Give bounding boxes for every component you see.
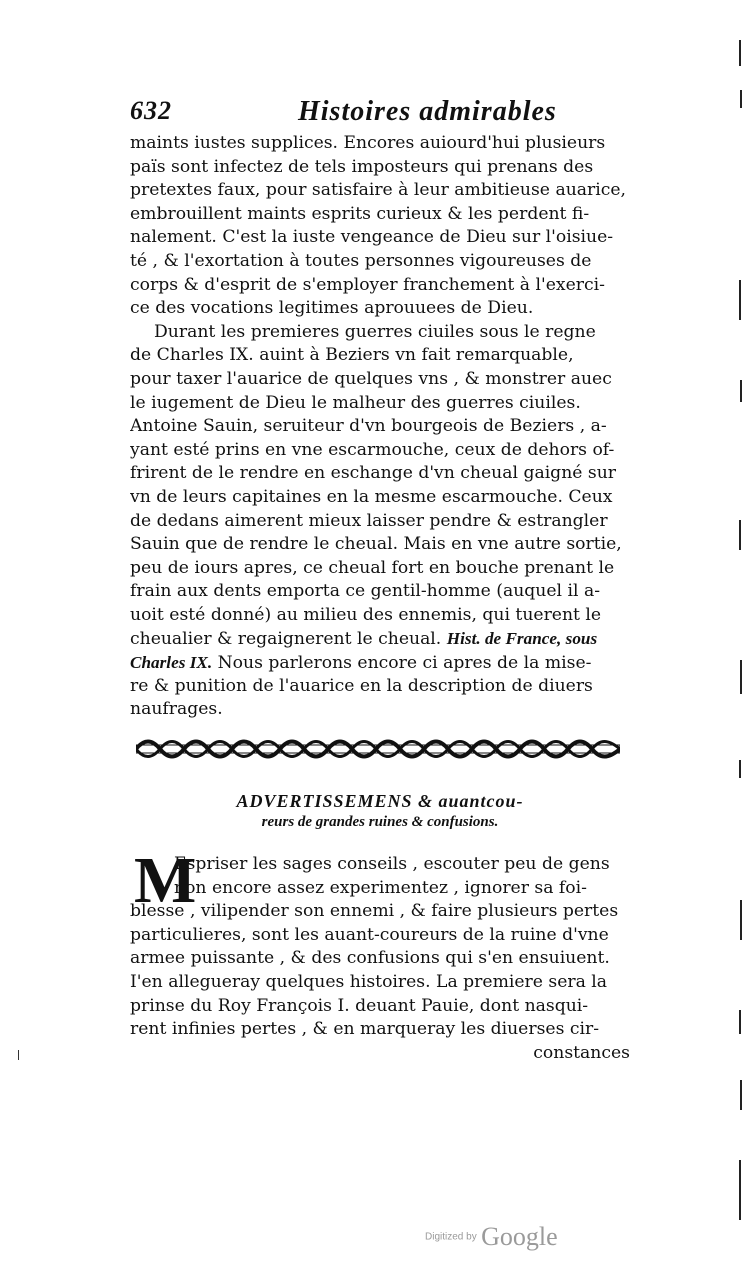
text-line: té , & l'exortation à toutes personnes vigoureuses de bbox=[130, 250, 592, 271]
citation: Hist. de France, sous bbox=[446, 629, 598, 649]
text-line: re & punition de l'auarice en la description de diuers bbox=[130, 675, 593, 696]
text-line: non encore assez experimentez , ignorer sa foi- bbox=[174, 877, 587, 898]
text-line: blesse , vilipender son ennemi , & faire plusieurs pertes bbox=[130, 901, 619, 922]
section-body bbox=[130, 844, 630, 1065]
text-line: rent infinies pertes , & en marqueray les diuerses cir- bbox=[130, 1019, 599, 1040]
text-line: peu de iours apres, ce cheual fort en bouche prenant le bbox=[130, 557, 615, 578]
page-number: 632 bbox=[130, 96, 172, 125]
margin-mark bbox=[18, 1050, 19, 1060]
text-line: de Charles IX. auint à Beziers vn fait remarquable, bbox=[130, 345, 574, 366]
text-line: embrouillent maints esprits curieux & les perdent fi- bbox=[130, 203, 590, 224]
text-line bbox=[130, 651, 630, 675]
text-line: le iugement de Dieu le malheur des guerres ciuiles. bbox=[130, 392, 581, 413]
text-line bbox=[130, 627, 630, 651]
text-line: I'en allegueray quelques histoires. La premiere sera la bbox=[130, 971, 608, 992]
text-line: particulieres, sont les auant-coureurs de la ruine d'vne bbox=[130, 924, 609, 945]
text-line: païs sont infectez de tels imposteurs qui prenans des bbox=[130, 156, 594, 177]
text-line: Antoine Sauin, seruiteur d'vn bourgeois de Beziers , a- bbox=[130, 416, 607, 437]
section-heading bbox=[130, 790, 630, 832]
text-line: ce des vocations legitimes aprouuees de Dieu. bbox=[130, 298, 534, 319]
text-segment: cheualier & regaignerent le cheual. bbox=[130, 629, 442, 650]
watermark-prefix: Digitized by bbox=[425, 1231, 477, 1243]
text-line: uoit esté donné) au milieu des ennemis, qui tuerent le bbox=[130, 604, 602, 625]
text-line: Sauin que de rendre le cheual. Mais en vne autre sortie, bbox=[130, 534, 622, 555]
text-line: Espriser les sages conseils , escouter peu de gens bbox=[174, 854, 610, 874]
google-logo: Google bbox=[481, 1222, 558, 1251]
section-heading-line: ADVERTISSEMENS & auantcou- bbox=[236, 791, 524, 811]
text-line: prinse du Roy François I. deuant Pauie, dont nasqui- bbox=[130, 995, 589, 1016]
text-line: maints iustes supplices. Encores auiourd'hui plusieurs bbox=[130, 133, 606, 153]
google-watermark bbox=[425, 1222, 558, 1252]
text-line: frain aux dents emporta ce gentil-homme (auquel il a- bbox=[130, 581, 601, 602]
text-line: armee puissante , & des confusions qui s'en ensuiuent. bbox=[130, 948, 610, 969]
text-line: vn de leurs capitaines en la mesme escarmouche. Ceux bbox=[130, 486, 613, 507]
decorative-ornament-band bbox=[136, 736, 620, 762]
text-line: naufrages. bbox=[130, 699, 223, 720]
text-line: de dedans aimerent mieux laisser pendre & estrangler bbox=[130, 510, 608, 531]
text-line: nalement. C'est la iuste vengeance de Dieu sur l'oisiue- bbox=[130, 227, 614, 248]
text-line: Durant les premieres guerres ciuiles sous le regne bbox=[154, 321, 596, 342]
text-line: pour taxer l'auarice de quelques vns , & monstrer auec bbox=[130, 368, 612, 389]
text-line: frirent de le rendre en eschange d'vn cheual gaigné sur bbox=[130, 463, 617, 484]
body-text bbox=[130, 132, 630, 722]
drop-cap: M bbox=[134, 844, 197, 917]
text-line: yant esté prins en vne escarmouche, ceux de dehors of- bbox=[130, 439, 615, 460]
running-title: Histoires admirables bbox=[298, 96, 557, 127]
citation: Charles IX. bbox=[130, 653, 213, 673]
running-head bbox=[130, 96, 630, 132]
page-edge-marks bbox=[727, 0, 747, 1280]
text-line: pretextes faux, pour satisfaire à leur ambitieuse auarice, bbox=[130, 180, 626, 201]
catchword: constances bbox=[533, 1042, 630, 1063]
text-segment: Nous parlerons encore ci apres de la mise- bbox=[217, 653, 592, 674]
text-line: corps & d'esprit de s'employer franchement à l'exerci- bbox=[130, 274, 605, 295]
section-heading-line: reurs de grandes ruines & confusions. bbox=[261, 814, 499, 830]
